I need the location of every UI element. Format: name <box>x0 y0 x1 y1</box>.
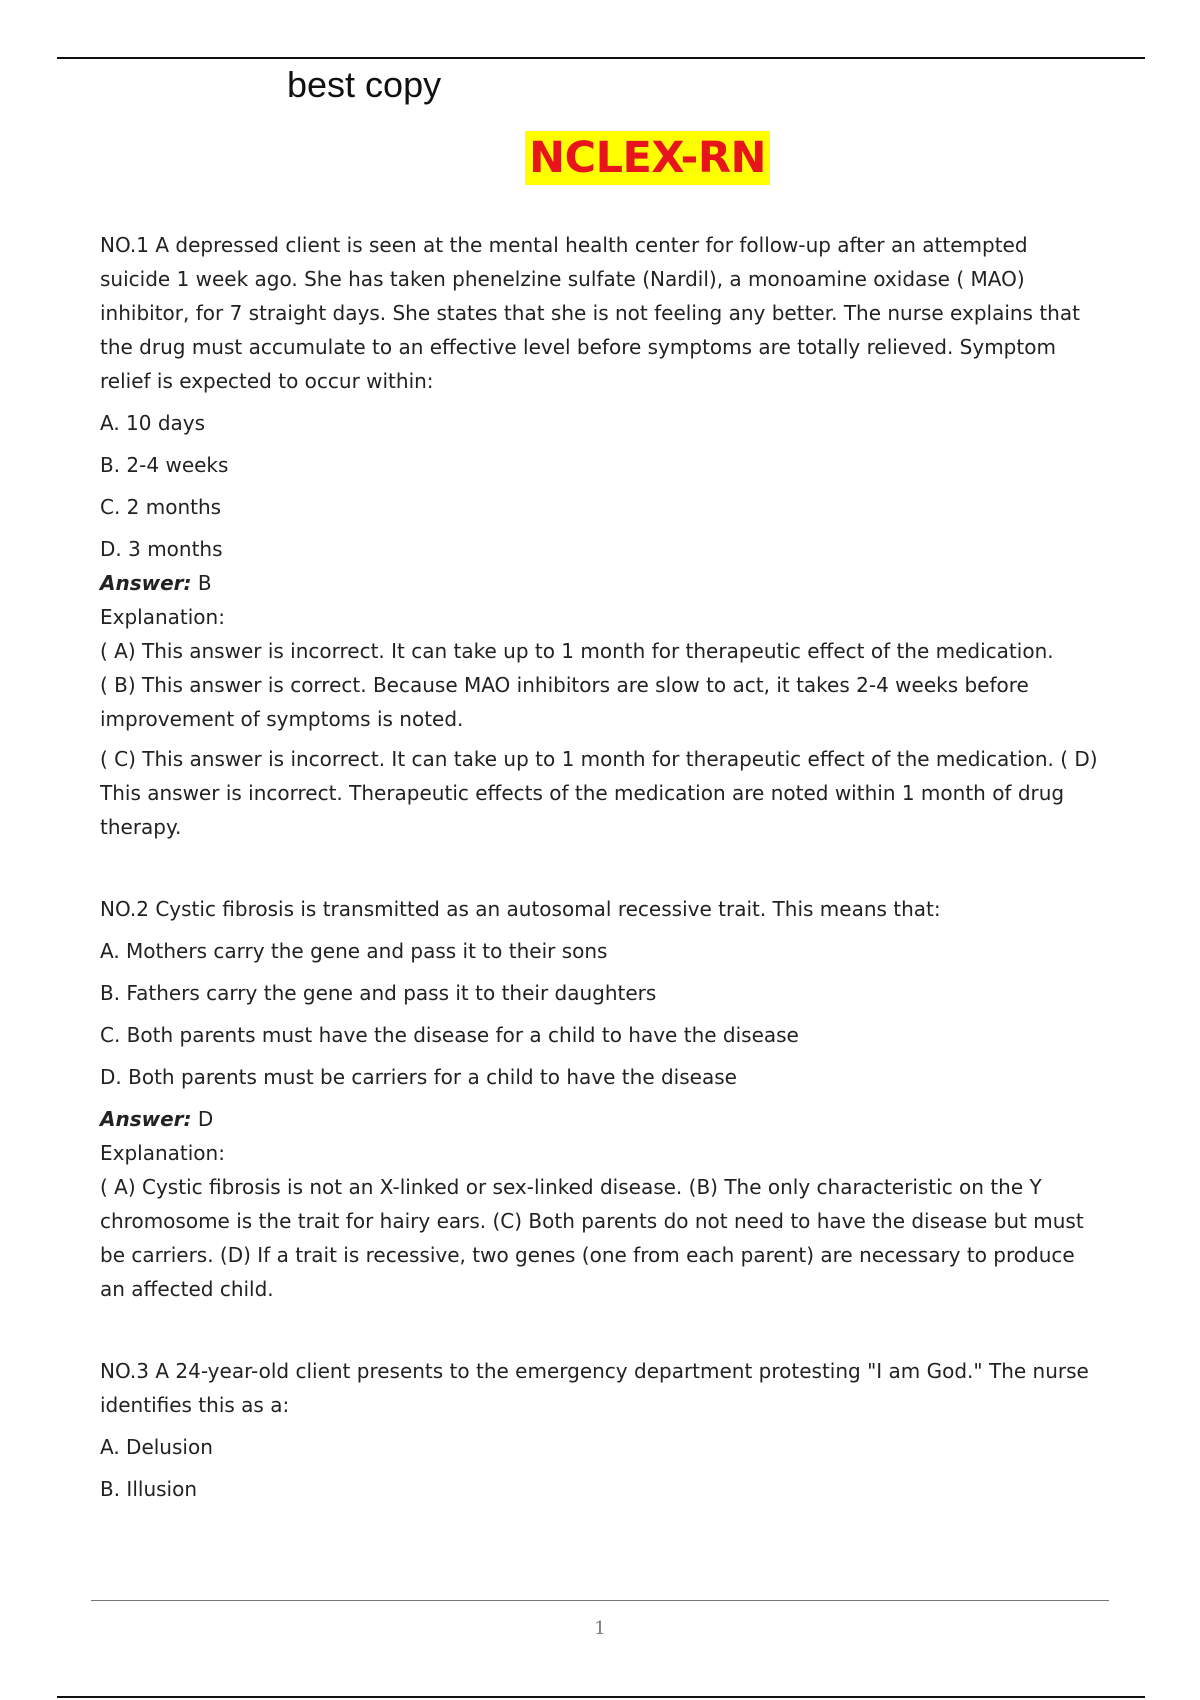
top-rule <box>57 57 1145 59</box>
option-a: A. Mothers carry the gene and pass it to their sons <box>100 939 608 963</box>
explanation-paragraph: ( A) Cystic fibrosis is not an X-linked or sex-linked disease. (B) The only characteristic on the Y chromosome is the trait for hairy ears. (C) Both parents do not need to have the disease but must be carriers. (D) If a trait is recessive, two genes (one from each parent) are necessary to produce an affected child. <box>100 1175 1084 1301</box>
document-title: NCLEX-RN <box>525 131 770 185</box>
option-c: C. 2 months <box>100 495 222 519</box>
question-stem: NO.3 A 24-year-old client presents to the emergency department protesting "I am God." The nurse identifies this as a: <box>100 1359 1089 1417</box>
footer-rule <box>91 1600 1109 1601</box>
explanation-label: Explanation: <box>100 605 225 629</box>
answer-label: Answer: <box>100 1107 192 1131</box>
question-stem: NO.2 Cystic fibrosis is transmitted as an autosomal recessive trait. This means that: <box>100 897 941 921</box>
title-wrap <box>0 131 1200 185</box>
explanation-label: Explanation: <box>100 1141 225 1165</box>
option-d: D. Both parents must be carriers for a child to have the disease <box>100 1065 737 1089</box>
explanation-paragraph: ( B) This answer is correct. Because MAO inhibitors are slow to act, it takes 2-4 weeks before improvement of symptoms is noted. <box>100 673 1029 731</box>
option-c: C. Both parents must have the disease for a child to have the disease <box>100 1023 799 1047</box>
question-2 <box>100 892 1100 1306</box>
question-3 <box>100 1354 1100 1506</box>
question-1 <box>100 228 1100 844</box>
option-b: B. 2-4 weeks <box>100 453 229 477</box>
question-stem: NO.1 A depressed client is seen at the mental health center for follow-up after an attempted suicide 1 week ago. She has taken phenelzine sulfate (Nardil), a monoamine oxidase ( MAO) inhibitor, for 7 straight days. She states that she is not feeling any better. The nurse explains that the drug must accumulate to an effective level before symptoms are totally relieved. Symptom relief is expected to occur within: <box>100 233 1080 393</box>
option-b: B. Illusion <box>100 1477 198 1501</box>
answer-value: B <box>197 571 212 595</box>
header-label: best copy <box>287 64 442 105</box>
answer-line <box>100 566 1100 600</box>
option-d: D. 3 months <box>100 537 223 561</box>
answer-label: Answer: <box>100 571 192 595</box>
explanation-paragraph: ( A) This answer is incorrect. It can take up to 1 month for therapeutic effect of the medication. <box>100 639 1054 663</box>
answer-line <box>100 1102 1100 1136</box>
document-body <box>100 228 1100 1514</box>
option-a: A. Delusion <box>100 1435 213 1459</box>
answer-value: D <box>197 1107 214 1131</box>
explanation-paragraph: ( C) This answer is incorrect. It can take up to 1 month for therapeutic effect of the medication. ( D) This answer is incorrect. Therapeutic effects of the medication are noted within 1 month of drug therapy. <box>100 747 1098 839</box>
option-a: A. 10 days <box>100 411 206 435</box>
bottom-rule <box>57 1696 1145 1698</box>
page-number: 1 <box>594 1618 606 1639</box>
option-b: B. Fathers carry the gene and pass it to their daughters <box>100 981 657 1005</box>
